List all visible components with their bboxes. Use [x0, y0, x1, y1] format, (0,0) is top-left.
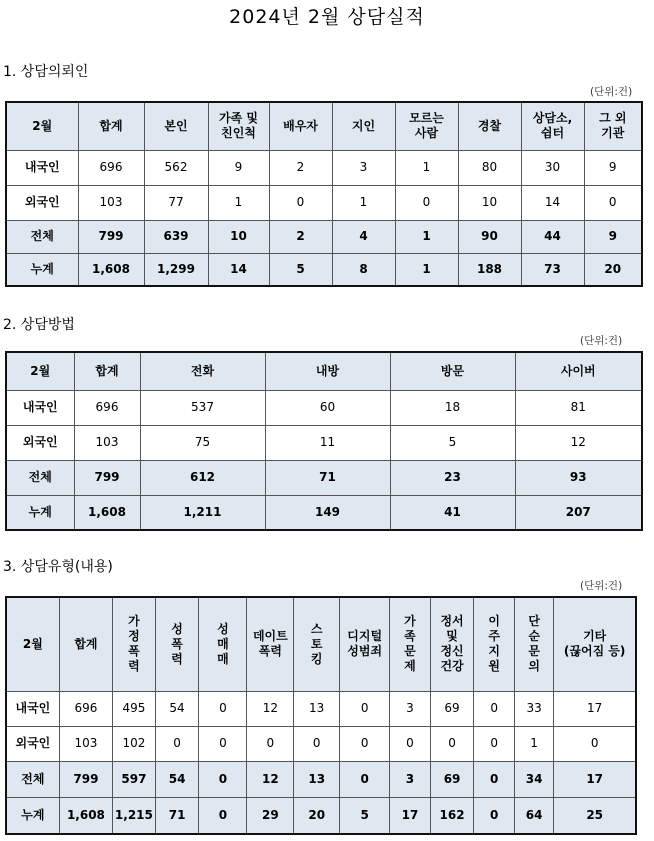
table-cell: 207: [515, 495, 642, 530]
row-label: 전체: [6, 220, 78, 253]
table-cell: 1: [332, 185, 395, 220]
column-header: 가 족 문 제: [390, 597, 431, 691]
table-cell: 41: [390, 495, 515, 530]
table-row: [6, 390, 642, 425]
table-cell: 9: [584, 150, 642, 185]
table-cell: 1,608: [78, 253, 144, 286]
row-label: 내국인: [6, 691, 59, 726]
table-clients-body: [6, 102, 642, 286]
column-header: 전화: [140, 352, 265, 390]
table-cell: 14: [208, 253, 269, 286]
table-cell: 1,215: [113, 797, 156, 834]
table-cell: 2: [269, 220, 332, 253]
column-header: 스 토 킹: [294, 597, 340, 691]
table-cell: 2: [269, 150, 332, 185]
table-cell: 13: [294, 691, 340, 726]
table-cell: 81: [515, 390, 642, 425]
table-cell: 1: [395, 220, 458, 253]
table-cell: 188: [458, 253, 521, 286]
column-header: 가족 및 친인척: [208, 102, 269, 150]
table-cell: 18: [390, 390, 515, 425]
row-label: 전체: [6, 460, 74, 495]
table-cell: 77: [144, 185, 208, 220]
table-cell: 0: [390, 726, 431, 761]
column-header: 상담소, 쉼터: [521, 102, 584, 150]
column-header: 합계: [78, 102, 144, 150]
table-cell: 1: [208, 185, 269, 220]
column-header: 디지털 성범죄: [340, 597, 390, 691]
table-cell: 71: [265, 460, 390, 495]
table-cell: 597: [113, 761, 156, 797]
column-header: 단 순 문 의: [514, 597, 553, 691]
table-cell: 17: [554, 691, 636, 726]
table-cell: 34: [514, 761, 553, 797]
table-cell: 30: [521, 150, 584, 185]
column-header: 경찰: [458, 102, 521, 150]
table-methods-body: [6, 352, 642, 530]
table-types: [5, 596, 637, 835]
table-cell: 0: [474, 797, 515, 834]
table-cell: 799: [59, 761, 112, 797]
table-cell: 13: [294, 761, 340, 797]
table-cell: 12: [247, 691, 294, 726]
row-label: 외국인: [6, 726, 59, 761]
section-heading-clients: 1. 상담의뢰인: [3, 64, 89, 80]
column-header: 배우자: [269, 102, 332, 150]
table-row: [6, 460, 642, 495]
table-cell: 0: [294, 726, 340, 761]
table-cell: 9: [584, 220, 642, 253]
table-cell: 612: [140, 460, 265, 495]
table-cell: 0: [199, 691, 247, 726]
column-header: 2월: [6, 597, 59, 691]
row-label: 누계: [6, 797, 59, 834]
table-cell: 1,608: [74, 495, 140, 530]
section-heading-types: 3. 상담유형(내용): [3, 559, 113, 575]
table-cell: 495: [113, 691, 156, 726]
table-cell: 0: [584, 185, 642, 220]
section-heading-methods: 2. 상담방법: [3, 317, 75, 333]
table-cell: 0: [199, 797, 247, 834]
column-header: 본인: [144, 102, 208, 150]
column-header: 지인: [332, 102, 395, 150]
table-cell: 562: [144, 150, 208, 185]
row-label: 누계: [6, 495, 74, 530]
table-cell: 1: [514, 726, 553, 761]
table-cell: 1,299: [144, 253, 208, 286]
table-row: [6, 185, 642, 220]
table-cell: 4: [332, 220, 395, 253]
table-cell: 17: [390, 797, 431, 834]
table-cell: 102: [113, 726, 156, 761]
table-cell: 0: [474, 691, 515, 726]
table-cell: 20: [294, 797, 340, 834]
table-cell: 3: [390, 761, 431, 797]
table-cell: 10: [458, 185, 521, 220]
row-label: 내국인: [6, 390, 74, 425]
table-cell: 12: [247, 761, 294, 797]
unit-note-methods: (단위:건): [580, 335, 623, 347]
table-cell: 80: [458, 150, 521, 185]
column-header: 그 외 기관: [584, 102, 642, 150]
table-types-body: [6, 597, 636, 834]
unit-note-types: (단위:건): [580, 580, 623, 592]
column-header: 모르는 사람: [395, 102, 458, 150]
column-header: 내방: [265, 352, 390, 390]
table-row: [6, 253, 642, 286]
column-header: 이 주 지 원: [474, 597, 515, 691]
column-header: 성 매 매: [199, 597, 247, 691]
column-header: 2월: [6, 352, 74, 390]
table-cell: 5: [390, 425, 515, 460]
table-cell: 0: [554, 726, 636, 761]
table-cell: 0: [474, 726, 515, 761]
table-cell: 5: [340, 797, 390, 834]
table-cell: 69: [430, 761, 474, 797]
table-cell: 0: [474, 761, 515, 797]
table-cell: 696: [74, 390, 140, 425]
table-cell: 5: [269, 253, 332, 286]
table-clients: [5, 101, 643, 287]
table-cell: 69: [430, 691, 474, 726]
table-cell: 799: [74, 460, 140, 495]
column-header: 2월: [6, 102, 78, 150]
table-cell: 20: [584, 253, 642, 286]
table-cell: 29: [247, 797, 294, 834]
page-title: 2024년 2월 상담실적: [229, 6, 425, 28]
table-cell: 3: [332, 150, 395, 185]
table-cell: 103: [74, 425, 140, 460]
table-cell: 537: [140, 390, 265, 425]
table-cell: 3: [390, 691, 431, 726]
table-cell: 0: [247, 726, 294, 761]
column-header: 방문: [390, 352, 515, 390]
table-header-row: [6, 597, 636, 691]
column-header: 기타 (끊어짐 등): [554, 597, 636, 691]
table-cell: 54: [155, 761, 199, 797]
table-cell: 1,608: [59, 797, 112, 834]
column-header: 데이트 폭력: [247, 597, 294, 691]
table-cell: 0: [269, 185, 332, 220]
table-cell: 12: [515, 425, 642, 460]
table-cell: 17: [554, 761, 636, 797]
column-header: 합계: [74, 352, 140, 390]
table-header-row: [6, 102, 642, 150]
column-header: 정서 및 정신 건강: [430, 597, 474, 691]
table-methods: [5, 351, 643, 531]
table-cell: 64: [514, 797, 553, 834]
table-cell: 0: [430, 726, 474, 761]
table-cell: 1,211: [140, 495, 265, 530]
table-cell: 696: [78, 150, 144, 185]
table-cell: 11: [265, 425, 390, 460]
table-cell: 54: [155, 691, 199, 726]
table-cell: 14: [521, 185, 584, 220]
row-label: 내국인: [6, 150, 78, 185]
table-cell: 149: [265, 495, 390, 530]
table-row: [6, 425, 642, 460]
table-cell: 639: [144, 220, 208, 253]
table-cell: 0: [340, 726, 390, 761]
column-header: 성 폭 력: [155, 597, 199, 691]
table-cell: 8: [332, 253, 395, 286]
table-row: [6, 220, 642, 253]
table-cell: 162: [430, 797, 474, 834]
row-label: 외국인: [6, 185, 78, 220]
table-cell: 60: [265, 390, 390, 425]
row-label: 전체: [6, 761, 59, 797]
table-row: [6, 797, 636, 834]
table-cell: 75: [140, 425, 265, 460]
table-cell: 0: [395, 185, 458, 220]
table-row: [6, 495, 642, 530]
table-cell: 103: [78, 185, 144, 220]
row-label: 누계: [6, 253, 78, 286]
table-cell: 0: [340, 761, 390, 797]
table-row: [6, 761, 636, 797]
table-cell: 696: [59, 691, 112, 726]
unit-note-clients: (단위:건): [590, 86, 633, 98]
table-row: [6, 150, 642, 185]
column-header: 가 정 폭 력: [113, 597, 156, 691]
table-cell: 0: [199, 761, 247, 797]
table-cell: 73: [521, 253, 584, 286]
table-cell: 799: [78, 220, 144, 253]
table-cell: 9: [208, 150, 269, 185]
table-cell: 0: [199, 726, 247, 761]
table-cell: 1: [395, 150, 458, 185]
table-cell: 25: [554, 797, 636, 834]
row-label: 외국인: [6, 425, 74, 460]
table-header-row: [6, 352, 642, 390]
table-cell: 0: [340, 691, 390, 726]
table-cell: 71: [155, 797, 199, 834]
table-cell: 33: [514, 691, 553, 726]
table-cell: 23: [390, 460, 515, 495]
table-cell: 1: [395, 253, 458, 286]
table-cell: 10: [208, 220, 269, 253]
table-cell: 93: [515, 460, 642, 495]
table-cell: 103: [59, 726, 112, 761]
column-header: 사이버: [515, 352, 642, 390]
table-cell: 90: [458, 220, 521, 253]
table-row: [6, 691, 636, 726]
table-cell: 44: [521, 220, 584, 253]
table-cell: 0: [155, 726, 199, 761]
table-row: [6, 726, 636, 761]
column-header: 합계: [59, 597, 112, 691]
